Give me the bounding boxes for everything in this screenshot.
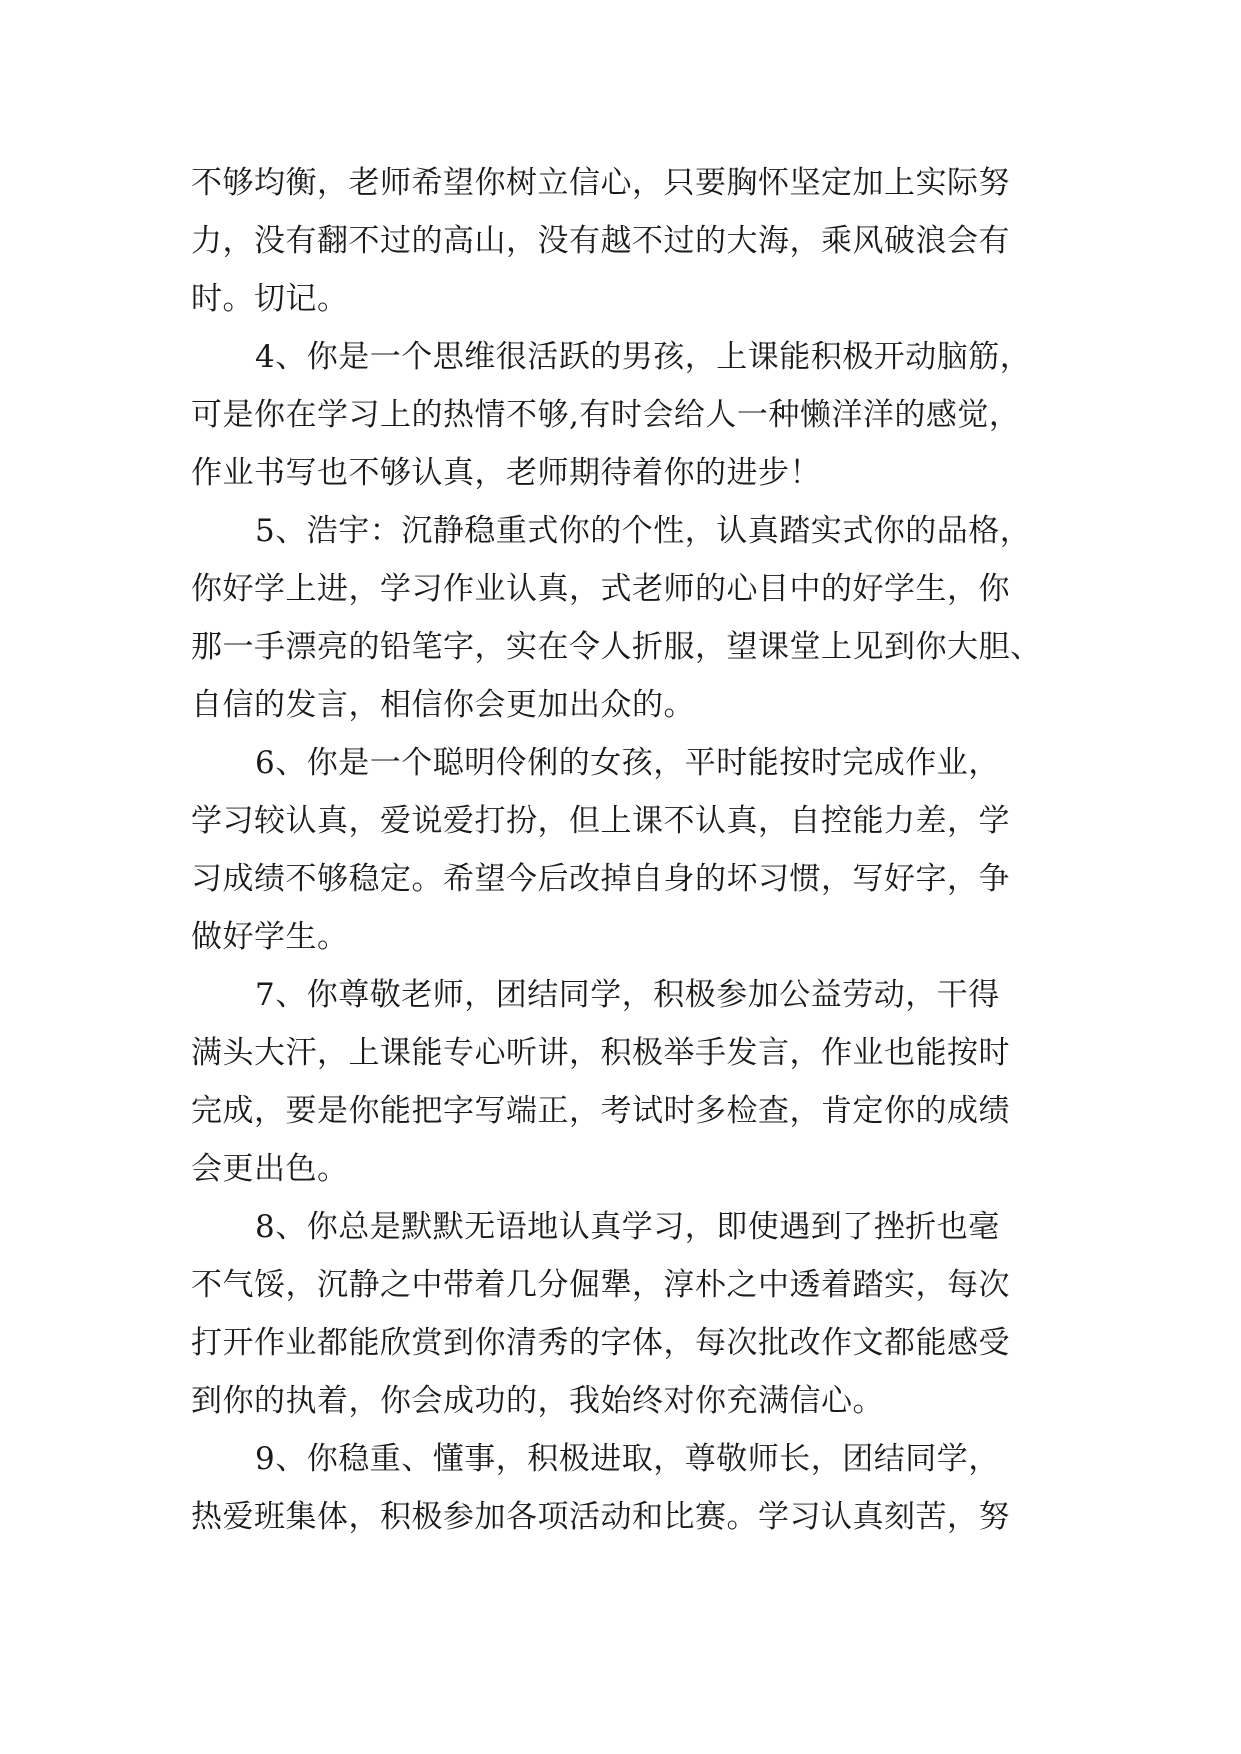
paragraph-5-start: 5、浩宇：沉静稳重式你的个性，认真踏实式你的品格，: [255, 513, 1032, 549]
text-line: 自信的发言，相信你会更加出众的。: [191, 687, 695, 723]
text-line: 那一手漂亮的铅笔字，实在令人折服，望课堂上见到你大胆、: [191, 629, 1042, 665]
text-line: 可是你在学习上的热情不够,有时会给人一种懒洋洋的感觉，: [191, 397, 1021, 433]
paragraph-9-start: 9、你稳重、懂事，积极进取，尊敬师长，团结同学，: [255, 1441, 1000, 1477]
text-line: 完成，要是你能把字写端正，考试时多检查，肯定你的成绩: [191, 1093, 1010, 1129]
text-line: 到你的执着，你会成功的，我始终对你充满信心。: [191, 1383, 884, 1419]
text-line: 作业书写也不够认真，老师期待着你的进步！: [191, 455, 821, 491]
paragraph-4-start: 4、你是一个思维很活跃的男孩，上课能积极开动脑筋，: [255, 339, 1032, 375]
text-line: 满头大汗，上课能专心听讲，积极举手发言，作业也能按时: [191, 1035, 1010, 1071]
text-line: 打开作业都能欣赏到你清秀的字体，每次批改作文都能感受: [191, 1325, 1010, 1361]
text-line: 不气馁，沉静之中带着几分倔犟，淳朴之中透着踏实，每次: [191, 1267, 1010, 1303]
paragraph-7-start: 7、你尊敬老师，团结同学，积极参加公益劳动，干得: [255, 977, 1000, 1013]
text-line: 学习较认真，爱说爱打扮，但上课不认真，自控能力差，学: [191, 803, 1010, 839]
text-line: 做好学生。: [191, 919, 349, 955]
text-line: 会更出色。: [191, 1151, 349, 1187]
paragraph-6-start: 6、你是一个聪明伶俐的女孩，平时能按时完成作业，: [255, 745, 1000, 781]
text-line: 力，没有翻不过的高山，没有越不过的大海，乘风破浪会有: [191, 223, 1010, 259]
text-line: 习成绩不够稳定。希望今后改掉自身的坏习惯，写好字，争: [191, 861, 1010, 897]
text-line: 你好学上进，学习作业认真，式老师的心目中的好学生，你: [191, 571, 1010, 607]
paragraph-8-start: 8、你总是默默无语地认真学习，即使遇到了挫折也毫: [255, 1209, 1000, 1245]
text-line: 热爱班集体，积极参加各项活动和比赛。学习认真刻苦，努: [191, 1499, 1010, 1535]
text-line: 不够均衡，老师希望你树立信心，只要胸怀坚定加上实际努: [191, 165, 1010, 201]
text-line: 时。切记。: [191, 281, 349, 317]
